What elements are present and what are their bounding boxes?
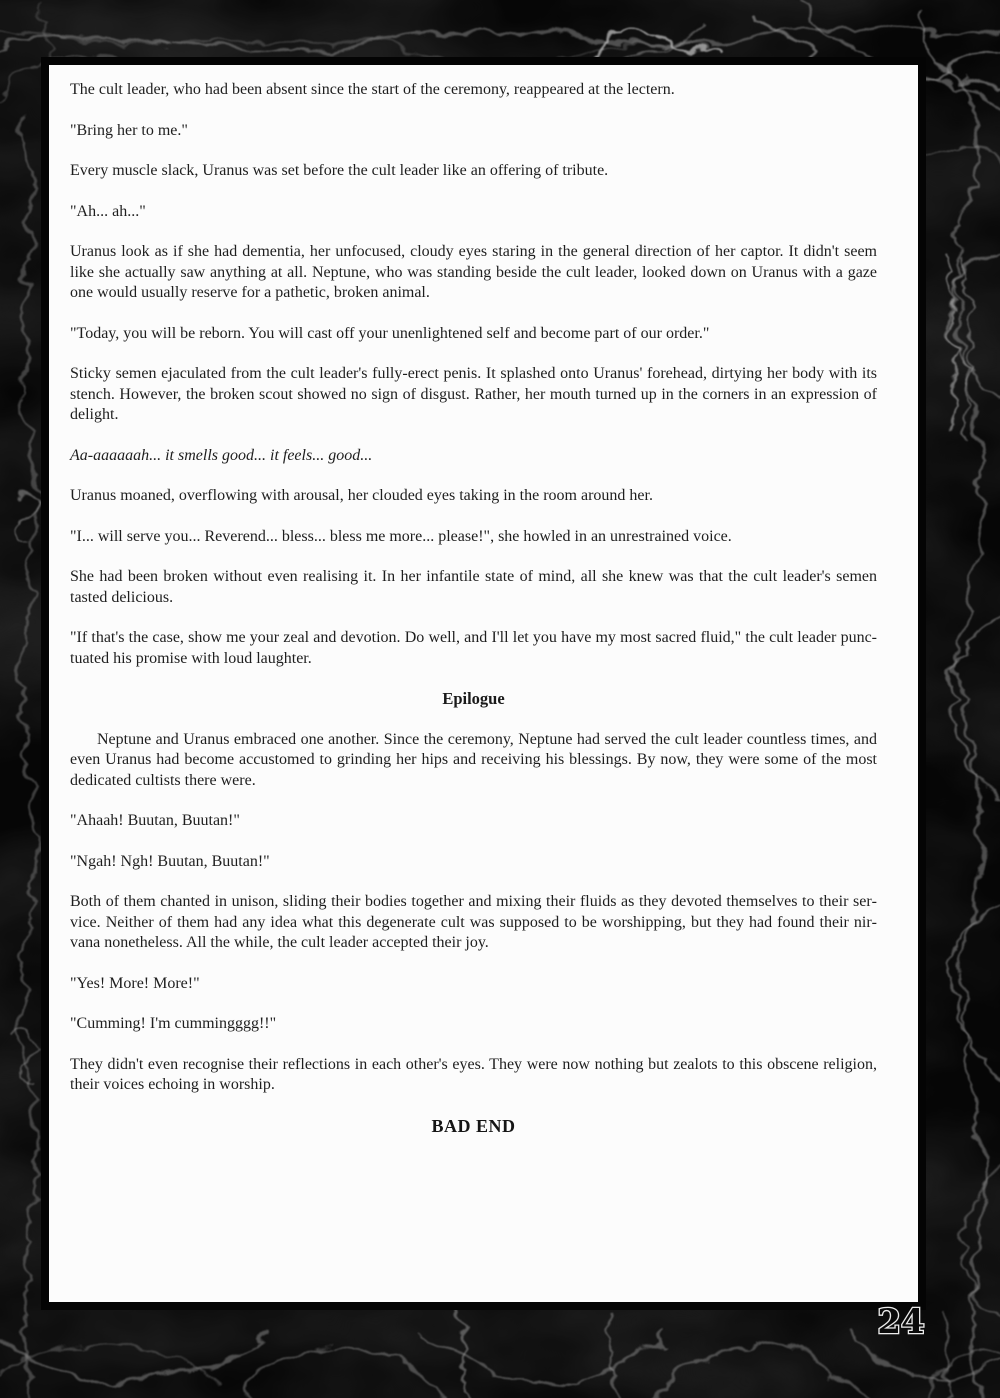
dialogue-line: "Bring her to me." xyxy=(70,121,188,139)
page-number xyxy=(866,1298,936,1344)
dialogue-line: "Today, you will be reborn. You will cast off your unenlightened self and become part of our order." xyxy=(70,324,710,342)
story-paragraph: Neptune and Uranus embraced one another. Since the ceremony, Neptune had served the cult leader countless times, and even Uranus had become accustomed to grinding her hips and receiving his blessings. By now, they were some of the most dedicated cultists there were. xyxy=(70,730,877,789)
dialogue-line: "Ngah! Ngh! Buutan, Buutan!" xyxy=(70,852,270,870)
story-paragraph: The cult leader, who had been absent since the start of the ceremony, reappeared at the lectern. xyxy=(70,81,675,98)
dialogue-line: "Ahaah! Buutan, Buutan!" xyxy=(70,812,240,829)
page-number-label: 24 xyxy=(877,1302,925,1342)
story-paragraph: Sticky semen ejaculated from the cult leader's fully-erect penis. It splashed onto Uranus' forehead, dirtying her body with its stench. However, the broken scout showed no sign of disgust. Rather, her mouth turned up in the corners in an expression of delight. xyxy=(70,365,877,423)
story-paragraph: She had been broken without even realising it. In her infantile state of mind, all she knew was that the cult leader's semen tasted delicious. xyxy=(70,568,877,606)
story-paragraph: They didn't even recognise their reflections in each other's eyes. They were now nothing but zealots to this obscene religion, their voices echoing in worship. xyxy=(70,1055,877,1093)
epilogue-heading: Epilogue xyxy=(442,689,505,708)
dialogue-line: "Ah... ah..." xyxy=(70,202,146,220)
dialogue-line: "I... will serve you... Reverend... bless... bless me more... please!", she howled in an unrestrained voice. xyxy=(70,527,732,545)
document-page xyxy=(41,57,926,1310)
page-content xyxy=(49,65,918,1136)
story-paragraph: Uranus look as if she had dementia, her unfocused, cloudy eyes staring in the general direction of her captor. It didn't seem like she actually saw anything at all. Neptune, who was standing beside the cult leader, looked down on Uranus with a gaze one would usually reserve for a pathetic, broken animal. xyxy=(70,243,877,301)
inner-monologue-line: Aa-aaaaaah... it smells good... it feels... good... xyxy=(70,446,373,464)
bad-end-label: BAD END xyxy=(431,1115,516,1136)
story-paragraph: "If that's the case, show me your zeal and devotion. Do well, and I'll let you have my most sacred fluid," the cult leader punctuated his promise with loud laughter. xyxy=(70,629,877,667)
story-paragraph: Every muscle slack, Uranus was set before the cult leader like an offering of tribute. xyxy=(70,162,609,179)
story-paragraph: Uranus moaned, overflowing with arousal, her clouded eyes taking in the room around her. xyxy=(70,487,653,504)
story-paragraph: Both of them chanted in unison, sliding their bodies together and mixing their fluids as they devoted themselves to their service. Neither of them had any idea what this degenerate cult was supposed to be worshipping, but they had found their nirvana nonetheless. All the while, the cult leader accepted their joy. xyxy=(70,893,877,951)
dialogue-line: "Cumming! I'm cummingggg!!" xyxy=(70,1015,277,1032)
dialogue-line: "Yes! More! More!" xyxy=(70,974,200,992)
